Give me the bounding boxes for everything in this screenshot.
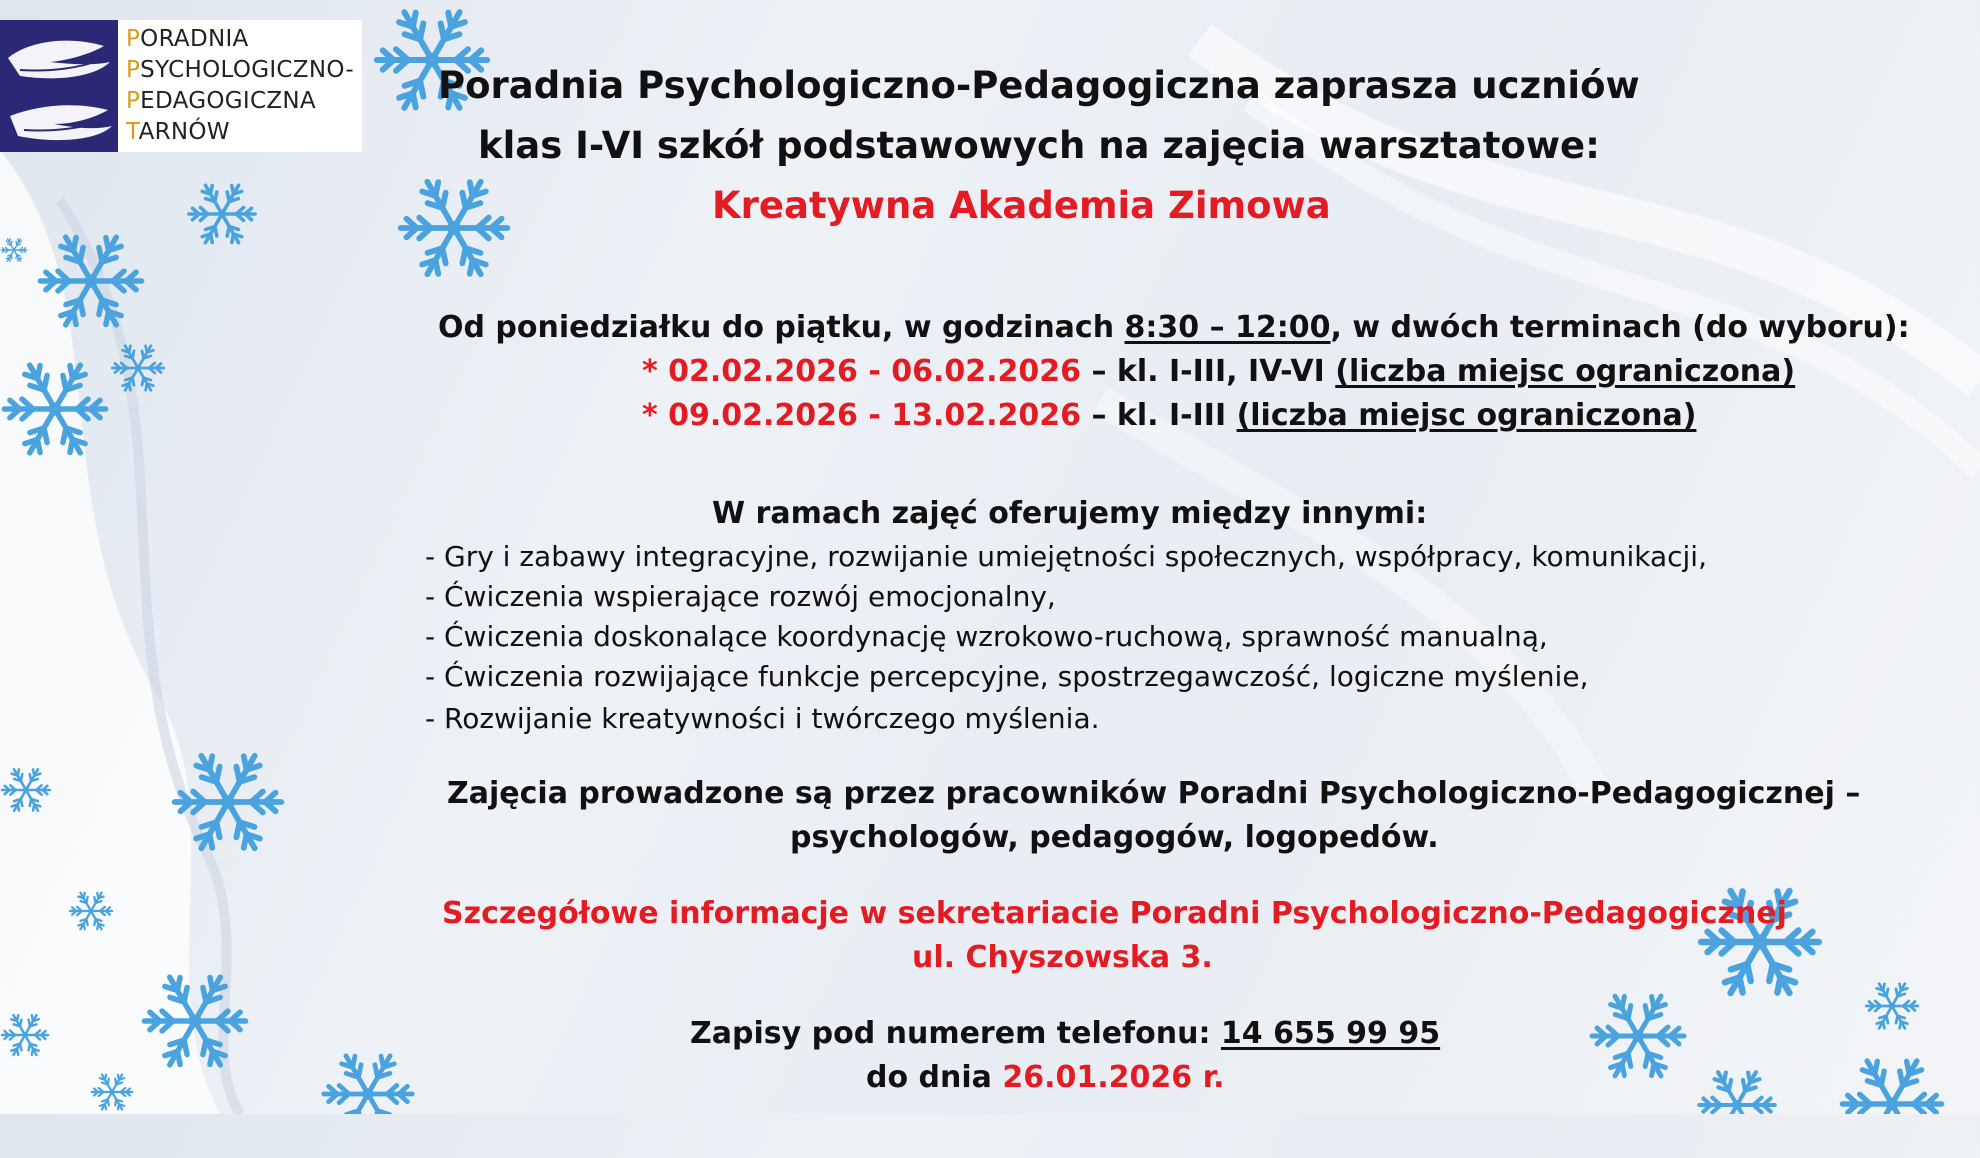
schedule-intro: [438, 310, 1910, 345]
logo-line: TARNÓW: [126, 119, 230, 145]
signup-phone: [690, 1016, 1440, 1051]
term-classes: – kl. I-III, IV-VI: [1081, 354, 1336, 389]
logo-line: PORADNIA: [126, 26, 249, 52]
staff-line-1: Zajęcia prowadzone są przez pracowników Poradni Psychologiczno-Pedagogicznej –: [447, 776, 1861, 811]
offer-heading: W ramach zajęć oferujemy między innymi:: [712, 496, 1428, 531]
contact-line-1: Szczegółowe informacje w sekretariacie Poradni Psychologiczno-Pedagogicznej: [442, 896, 1787, 931]
term-dates: * 02.02.2026 - 06.02.2026: [642, 354, 1082, 389]
contact-address: ul. Chyszowska 3.: [912, 940, 1213, 975]
term-2: [642, 398, 1696, 433]
offer-item: - Ćwiczenia wspierające rozwój emocjonalny,: [425, 580, 1056, 613]
schedule-intro-suffix: , w dwóch terminach (do wyboru):: [1330, 310, 1910, 345]
offer-item: - Rozwijanie kreatywności i twórczego myślenia.: [425, 702, 1100, 735]
phone-number: 14 655 99 95: [1220, 1016, 1441, 1051]
deadline-date: 26.01.2026 r.: [1002, 1060, 1225, 1095]
offer-item: - Gry i zabawy integracyjne, rozwijanie umiejętności społecznych, współpracy, komunikacji,: [425, 540, 1707, 573]
term-classes: – kl. I-III: [1081, 398, 1237, 433]
schedule-hours: 8:30 – 12:00: [1124, 310, 1331, 345]
header-line-2: klas I-VI szkół podstawowych na zajęcia warsztatowe:: [478, 124, 1600, 167]
offer-item: - Ćwiczenia rozwijające funkcje percepcyjne, spostrzegawczość, logiczne myślenie,: [425, 660, 1589, 693]
logo-line: PEDAGOGICZNA: [126, 88, 316, 114]
term-1: [642, 354, 1795, 389]
header-line-1: Poradnia Psychologiczno-Pedagogiczna zaprasza uczniów: [438, 64, 1640, 107]
schedule-intro-prefix: Od poniedziałku do piątku, w godzinach: [438, 310, 1125, 345]
term-note: (liczba miejsc ograniczona): [1236, 398, 1697, 433]
term-dates: * 09.02.2026 - 13.02.2026: [642, 398, 1082, 433]
signup-deadline: [866, 1060, 1225, 1095]
offer-item: - Ćwiczenia doskonalące koordynację wzrokowo-ruchową, sprawność manualną,: [425, 620, 1548, 653]
event-title: Kreatywna Akademia Zimowa: [712, 184, 1331, 227]
deadline-label: do dnia: [866, 1060, 1003, 1095]
staff-line-2: psychologów, pedagogów, logopedów.: [790, 820, 1439, 855]
term-note: (liczba miejsc ograniczona): [1335, 354, 1796, 389]
phone-label: Zapisy pod numerem telefonu:: [690, 1016, 1221, 1051]
logo-line: PSYCHOLOGICZNO-: [126, 57, 354, 83]
